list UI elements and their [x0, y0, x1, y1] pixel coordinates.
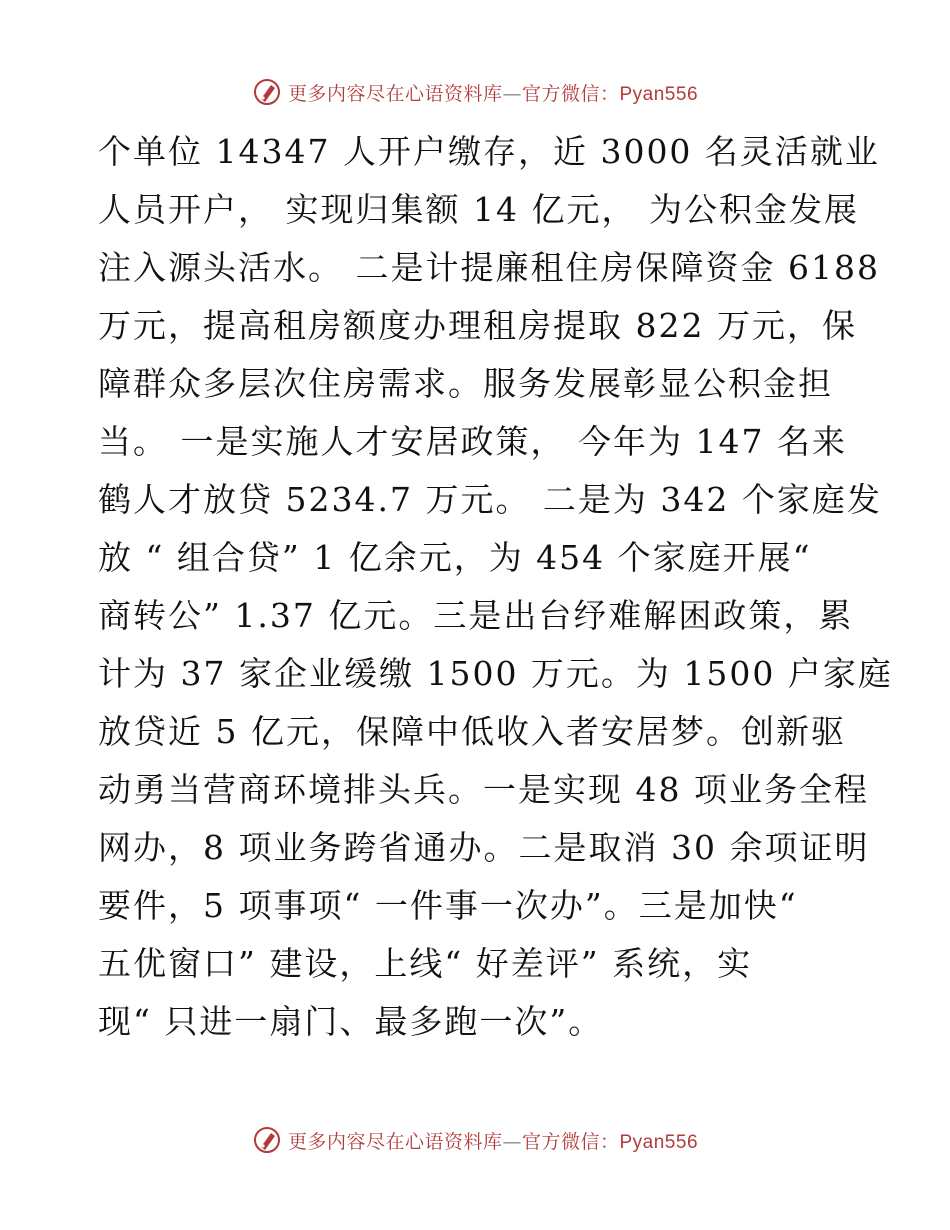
body-line: 当。 一是实施人才安居政策， 今年为 147 名来	[98, 422, 847, 461]
pen-nib-icon	[252, 1125, 282, 1155]
watermark-text: 更多内容尽在心语资料库—官方微信：Pyan556	[287, 82, 699, 105]
body-line: 要件，5 项事项“ 一件事一次办”。三是加快“	[98, 886, 798, 925]
body-line: 网办，8 项业务跨省通办。二是取消 30 余项证明	[98, 828, 870, 867]
body-line: 五优窗口” 建设，上线“ 好差评” 系统，实	[98, 944, 753, 983]
document-body	[98, 123, 893, 1051]
body-line: 放 “ 组合贷” 1 亿余元，为 454 个家庭开展“	[98, 538, 812, 577]
body-line: 人员开户， 实现归集额 14 亿元， 为公积金发展	[98, 190, 859, 229]
body-line: 注入源头活水。 二是计提廉租住房保障资金 6188	[98, 248, 880, 287]
body-line: 鹤人才放贷 5234.7 万元。 二是为 342 个家庭发	[98, 480, 882, 519]
body-line: 计为 37 家企业缓缴 1500 万元。为 1500 户家庭	[98, 654, 893, 693]
body-line: 放贷近 5 亿元，保障中低收入者安居梦。创新驱	[98, 712, 846, 751]
watermark-text: 更多内容尽在心语资料库—官方微信：Pyan556	[287, 1130, 699, 1153]
body-line: 商转公” 1.37 亿元。三是出台纾难解困政策，累	[98, 596, 854, 635]
body-line: 动勇当营商环境排头兵。一是实现 48 项业务全程	[98, 770, 869, 809]
header-watermark	[0, 72, 950, 112]
body-line: 障群众多层次住房需求。服务发展彰显公积金担	[98, 364, 833, 403]
footer-watermark	[0, 1120, 950, 1160]
body-line: 现“ 只进一扇门、最多跑一次”。	[98, 1002, 604, 1041]
pen-nib-icon	[252, 77, 282, 107]
body-line: 个单位 14347 人开户缴存，近 3000 名灵活就业	[98, 132, 880, 171]
body-line: 万元，提高租房额度办理租房提取 822 万元，保	[98, 306, 857, 345]
